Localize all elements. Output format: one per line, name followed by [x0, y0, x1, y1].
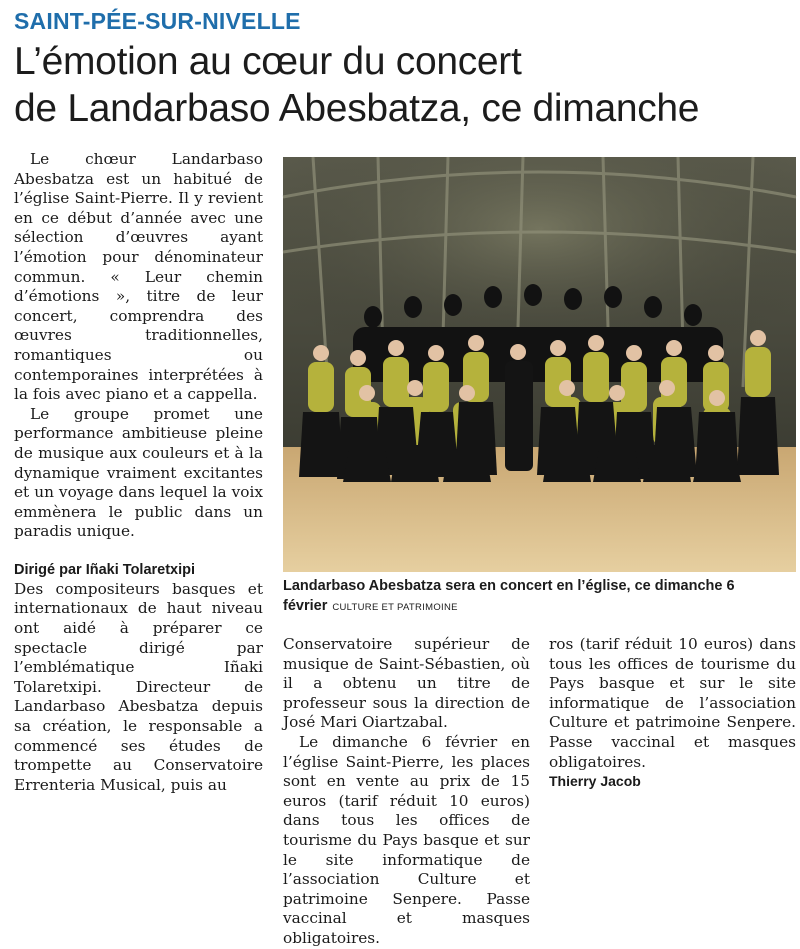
- column-2: [283, 635, 530, 947]
- paragraph-performance: Le groupe promet une performance ambitieuse pleine de musique aux couleurs et à la dynamique vraiment excitantes et un voyage dans lequel la voix emmènera le public dans un paradis unique.: [14, 404, 263, 541]
- column-1: [14, 150, 263, 795]
- headline-line-1: L’émotion au cœur du concert: [14, 40, 522, 83]
- choir-photo-illustration: [283, 157, 796, 572]
- section-kicker: SAINT-PÉE-SUR-NIVELLE: [14, 8, 301, 34]
- photo-caption: [283, 576, 795, 618]
- subheading: Dirigé par Iñaki Tolaretxipi: [14, 561, 196, 578]
- paragraph-tickets-continued: ros (tarif réduit 10 euros) dans tous les offices de tourisme du Pays basque et sur le site informatique de l’association Culture et patrimoine Senpere. Passe vaccinal et masques obligatoires.: [549, 635, 796, 771]
- headline: [14, 38, 789, 132]
- paragraph-conservatoire: Conservatoire supérieur de musique de Saint-Sébastien, où il a obtenu un titre de professeur sous la direction de José Mari Oiartzabal.: [283, 635, 530, 732]
- photo-credit: CULTURE ET PATRIMOINE: [332, 602, 458, 613]
- paragraph-director: Des compositeurs basques et internationaux de haut niveau ont aidé à préparer ce spectacle dirigé par l’emblématique Iñaki Tolaretxipi. Directeur de Landarbaso Abesbatza depuis sa création, le responsable a commencé ses études de trompette au Conservatoire Errenteria Musical, puis au: [14, 579, 263, 794]
- paragraph-intro: Le chœur Landarbaso Abesbatza est un habitué de l’église Saint-Pierre. Il y revient en ce début d’année avec une sélection d’œuvres ayant l’émotion pour dénominateur commun. « Leur chemin d’émotions », titre de leur concert, comprendra des œuvres traditionnelles, romantiques ou contemporaines interprétées à la fois avec piano et a cappella.: [14, 150, 263, 404]
- caption-text: Landarbaso Abesbatza sera en concert en l’église, ce dimanche 6 février: [283, 578, 735, 614]
- author-signature: Thierry Jacob: [549, 773, 641, 790]
- paragraph-tickets: Le dimanche 6 février en l’église Saint-Pierre, les places sont en vente au prix de 15 euros (tarif réduit 10 euros) dans tous les offices de tourisme du Pays basque et sur le site informatique de l’association Culture et patrimoine Senpere. Passe vaccinal et masques obligatoires.: [283, 732, 530, 947]
- headline-line-2: de Landarbaso Abesbatza, ce dimanche: [14, 87, 700, 130]
- column-3: [549, 635, 796, 791]
- choir-photo: [283, 157, 796, 572]
